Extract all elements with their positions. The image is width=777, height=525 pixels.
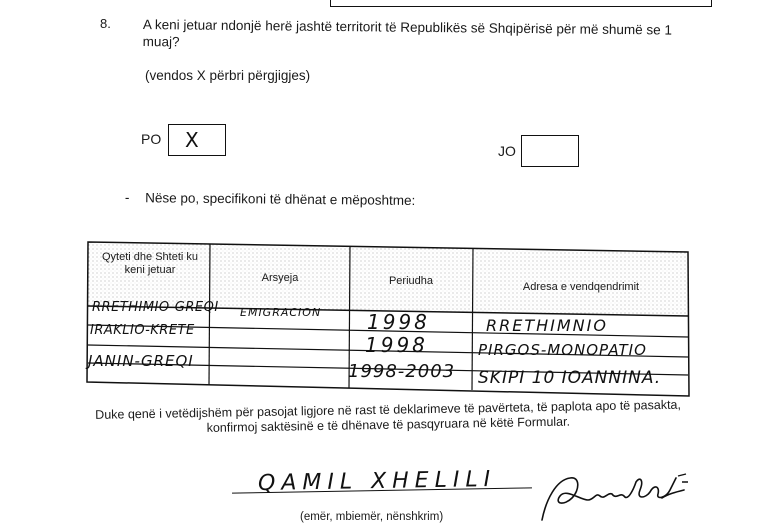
header-address: Adresa e vendqendrimit xyxy=(522,281,640,293)
table-cell-city: IRAKLIO-KRETE xyxy=(90,323,195,338)
header-reason: Arsyeja xyxy=(261,272,299,284)
no-label: JO xyxy=(498,143,516,159)
specify-text: Nëse po, specifikoni të dhënat e mëposhtme: xyxy=(145,190,416,209)
table-cell-period: 1998 xyxy=(365,333,428,357)
table-cell-address: SKIPI 10 IOANNINA. xyxy=(478,368,662,388)
question-text: A keni jetuar ndonjë herë jashtë territorit të Republikës së Shqipërisë për më shumë se 1 muaj? xyxy=(142,16,673,50)
signature-caption: (emër, mbiemër, nënshkrim) xyxy=(300,511,444,523)
handwritten-signature xyxy=(536,470,696,525)
declaration-text: Duke qenë i vetëdijshëm për pasojat ligjore në rast të deklarimeve të pavërteta, të paplota apo të pasakta, konfirmoj saktësinë e të dhënave të pasqyruara në këtë Formular. xyxy=(95,397,682,435)
table-cell-address: PIRGOS-MONOPATIO xyxy=(478,341,647,359)
table-cell-city: RRETHIMIO-GREQI xyxy=(92,300,219,315)
header-city-country: Qyteti dhe Shteti ku keni jetuar xyxy=(102,251,198,276)
bullet: - xyxy=(124,190,130,206)
yes-label: PO xyxy=(141,131,162,147)
header-period: Periudha xyxy=(388,275,434,287)
signature-name: QAMIL XHELILI xyxy=(257,466,497,497)
table-cell-period: 1998-2003 xyxy=(348,361,456,382)
table-cell-reason: EMIGRACION xyxy=(240,306,322,319)
question-instruction: (vendos X përbri përgjigjes) xyxy=(145,68,311,83)
table-cell-address: RRETHIMNIO xyxy=(486,316,608,335)
table-cell-period: 1998 xyxy=(367,310,430,334)
yes-check-mark: X xyxy=(185,128,201,152)
table-cell-city: JANIN-GREQI xyxy=(88,352,194,370)
question-number: 8. xyxy=(100,16,111,31)
